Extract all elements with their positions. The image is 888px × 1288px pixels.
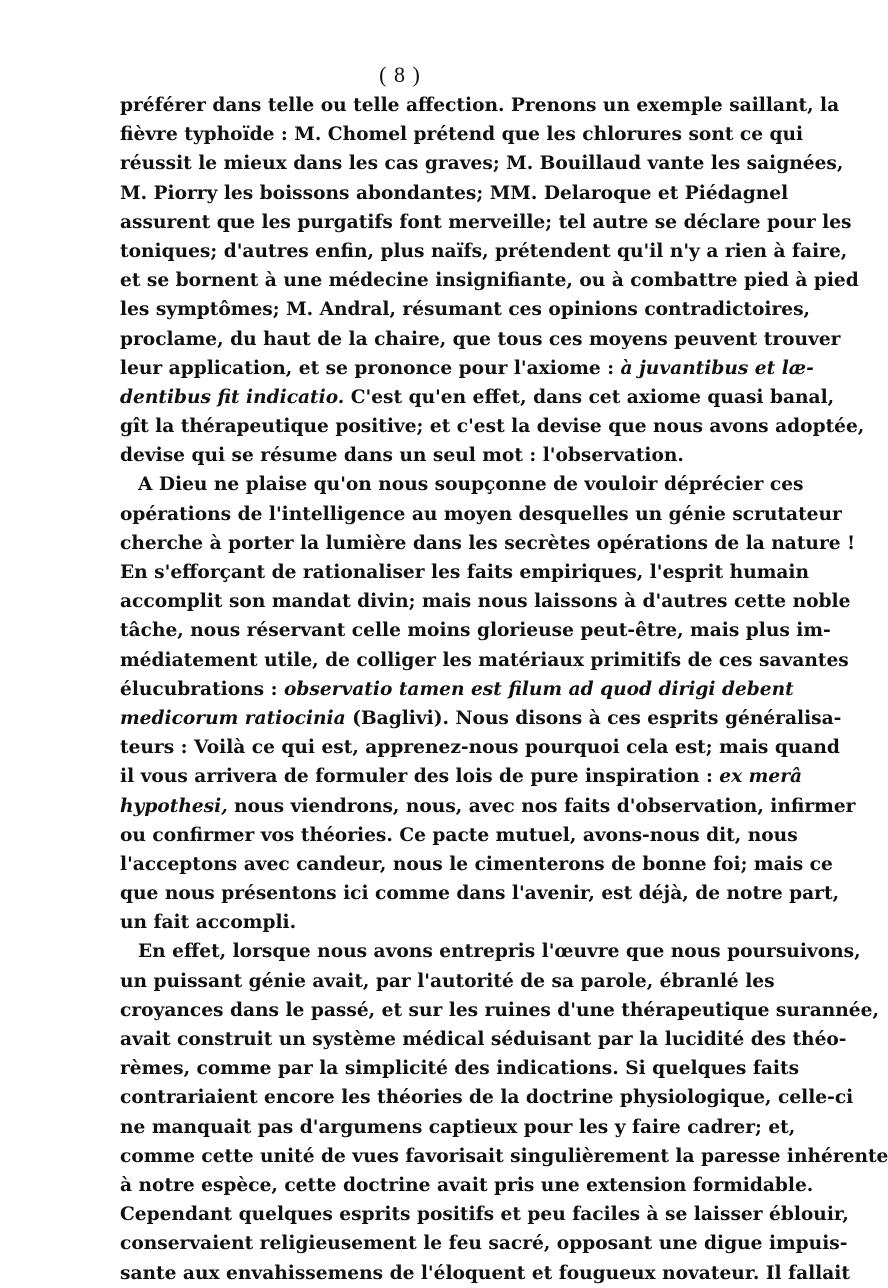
- text-segment: l'acceptons avec candeur, nous le cimenterons de bonne foi; mais ce: [120, 853, 833, 875]
- text-line: [120, 295, 811, 324]
- text-line: [120, 441, 684, 470]
- text-line: [120, 325, 841, 354]
- text-line: [120, 967, 775, 996]
- text-segment: proclame, du haut de la chaire, que tous ces moyens peuvent trouver: [120, 328, 841, 350]
- text-segment: médiatement utile, de colliger les matériaux primitifs de ces savantes: [120, 649, 849, 671]
- text-line: [120, 500, 842, 529]
- text-segment: sante aux envahissemens de l'éloquent et fougueux novateur. Il fallait: [120, 1262, 850, 1284]
- text-line: [120, 879, 840, 908]
- italic-text: ex merâ: [719, 766, 803, 788]
- italic-text: dentibus fit indicatio.: [120, 386, 345, 408]
- text-segment: contrariaient encore les théories de la doctrine physiologique, celle-ci: [120, 1087, 854, 1109]
- text-segment: M. Piorry les boissons abondantes; MM. Delaroque et Piédagnel: [120, 182, 789, 204]
- text-segment: toniques; d'autres enfin, plus naïfs, prétendent qu'il n'y a rien à faire,: [120, 240, 848, 262]
- text-segment: préférer dans telle ou telle affection. Prenons un exemple saillant, la: [120, 95, 840, 116]
- text-segment: comme cette unité de vues favorisait singulièrement la paresse inhérente: [120, 1145, 888, 1167]
- text-line: [120, 1259, 850, 1288]
- text-line: [120, 908, 684, 937]
- text-line: [120, 1200, 849, 1229]
- text-line: [120, 996, 879, 1025]
- body-text: [120, 91, 888, 1288]
- italic-text: medicorum ratiocinia: [120, 707, 346, 729]
- text-segment: conservaient religieusement le feu sacré, opposant une digue impuis-: [120, 1233, 848, 1255]
- text-segment: tâche, nous réservant celle moins glorieuse peut-être, mais plus im-: [120, 620, 831, 642]
- text-line: [120, 1025, 847, 1054]
- text-segment: à notre espèce, cette doctrine avait pris une extension formidable.: [120, 1174, 814, 1196]
- text-line: [120, 646, 849, 675]
- page-number: ( 8 ): [379, 62, 421, 87]
- text-segment: réussit le mieux dans les cas graves; M. Bouillaud vante les saignées,: [120, 153, 844, 175]
- text-line: [120, 266, 859, 295]
- text-segment: fièvre typhoïde : M. Chomel prétend que les chlorures sont ce qui: [120, 124, 804, 146]
- text-segment: croyances dans le passé, et sur les ruines d'une thérapeutique surannée,: [120, 999, 879, 1021]
- text-segment: il vous arrivera de formuler des lois de pure inspiration :: [120, 766, 720, 788]
- text-segment: que nous présentons ici comme dans l'avenir, est déjà, de notre part,: [120, 883, 840, 905]
- text-line: [120, 762, 803, 791]
- text-line: [120, 354, 814, 383]
- text-segment: un fait accompli.: [120, 912, 297, 934]
- paragraph: [120, 470, 856, 937]
- text-segment: un puissant génie avait, par l'autorité de sa parole, ébranlé les: [120, 970, 775, 992]
- text-segment: rèmes, comme par la simplicité des indications. Si quelques faits: [120, 1058, 800, 1080]
- text-line: [120, 850, 833, 879]
- text-line: [120, 383, 835, 412]
- text-line: [120, 91, 840, 120]
- italic-text: à juvantibus et læ-: [620, 357, 814, 379]
- text-line: [120, 529, 856, 558]
- text-line: [120, 821, 798, 850]
- text-line: [120, 120, 804, 149]
- text-line: [120, 470, 804, 499]
- text-line: [120, 675, 794, 704]
- text-segment: élucubrations :: [120, 678, 284, 700]
- text-line: [120, 937, 861, 966]
- text-line: [120, 616, 831, 645]
- text-line: [120, 587, 851, 616]
- text-line: [120, 792, 856, 821]
- text-segment: ou confirmer vos théories. Ce pacte mutuel, avons-nous dit, nous: [120, 824, 798, 846]
- text-segment: devise qui se résume dans un seul mot : l'observation.: [120, 445, 684, 467]
- text-segment: C'est qu'en effet, dans cet axiome quasi banal,: [344, 386, 835, 408]
- text-segment: En s'efforçant de rationaliser les faits empiriques, l'esprit humain: [120, 562, 810, 583]
- text-segment: nous viendrons, nous, avec nos faits d'observation, infirmer: [227, 795, 856, 817]
- text-line: [120, 558, 810, 587]
- text-segment: les symptômes; M. Andral, résumant ces opinions contradictoires,: [120, 299, 811, 321]
- text-line: [120, 412, 865, 441]
- text-line: [120, 179, 789, 208]
- text-line: [120, 704, 842, 733]
- text-segment: opérations de l'intelligence au moyen desquelles un génie scrutateur: [120, 503, 842, 525]
- text-segment: teurs : Voilà ce qui est, apprenez-nous pourquoi cela est; mais quand: [120, 737, 840, 759]
- text-segment: cherche à porter la lumière dans les secrètes opérations de la nature !: [120, 532, 856, 554]
- text-segment: avait construit un système médical séduisant par la lucidité des théo-: [120, 1029, 847, 1050]
- text-line: [120, 1113, 796, 1142]
- italic-text: observatio tamen est filum ad quod dirigi debent: [283, 678, 794, 700]
- text-line: [120, 1054, 800, 1083]
- text-segment: Cependant quelques esprits positifs et peu faciles à se laisser éblouir,: [120, 1204, 849, 1226]
- paragraph: [120, 91, 865, 470]
- text-segment: et se bornent à une médecine insignifiante, ou à combattre pied à pied: [120, 270, 859, 292]
- text-segment: accomplit son mandat divin; mais nous laissons à d'autres cette noble: [120, 591, 851, 613]
- text-segment: gît la thérapeutique positive; et c'est la devise que nous avons adoptée,: [120, 416, 865, 438]
- text-segment: En effet, lorsque nous avons entrepris l'œuvre que nous poursuivons,: [138, 941, 861, 963]
- text-segment: ne manquait pas d'argumens captieux pour les y faire cadrer; et,: [120, 1116, 796, 1138]
- italic-text: hypothesi,: [120, 795, 228, 817]
- paragraph: [120, 937, 888, 1287]
- text-line: [120, 149, 844, 178]
- text-line: [120, 733, 840, 762]
- text-segment: leur application, et se prononce pour l'axiome :: [120, 357, 621, 379]
- text-segment: (Baglivi). Nous disons à ces esprits généralisa-: [345, 707, 842, 729]
- text-line: [120, 1171, 814, 1200]
- text-segment: A Dieu ne plaise qu'on nous soupçonne de vouloir déprécier ces: [138, 474, 804, 496]
- text-line: [120, 1083, 854, 1112]
- text-line: [120, 208, 852, 237]
- text-line: [120, 237, 848, 266]
- text-line: [120, 1142, 888, 1171]
- text-segment: assurent que les purgatifs font merveille; tel autre se déclare pour les: [120, 211, 852, 233]
- text-line: [120, 1229, 848, 1258]
